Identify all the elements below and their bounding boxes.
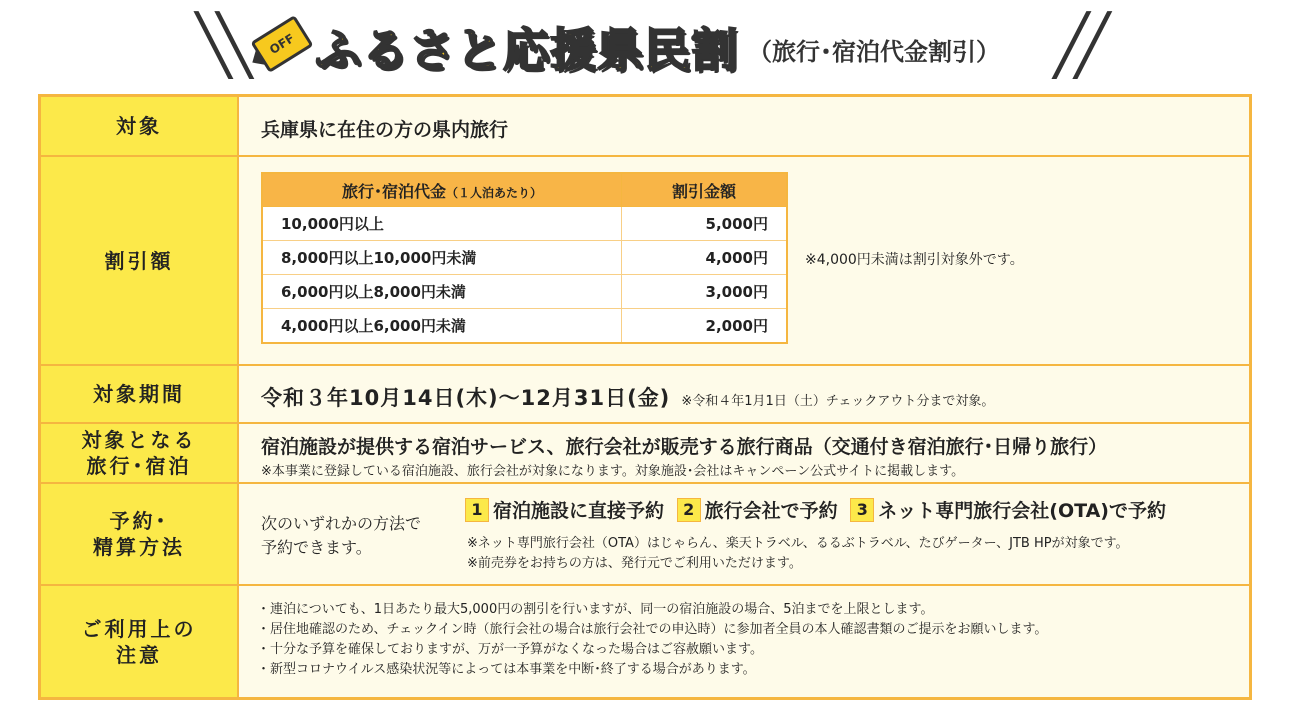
- booking-method-label: ネット専門旅行会社(OTA)で予約: [878, 500, 1166, 522]
- period-line: [261, 382, 994, 412]
- booking-method-2: [677, 500, 838, 522]
- booking-methods: [465, 496, 1166, 523]
- target-text: 兵庫県に在住の方の県内旅行: [261, 119, 509, 141]
- row-value-target: [239, 97, 1249, 155]
- row-value-booking: [239, 484, 1249, 584]
- booking-method-label: 宿泊施設に直接予約: [493, 500, 665, 522]
- discount-header-price-note: （１人泊あたり）: [446, 185, 543, 200]
- row-label-discount: 割引額: [41, 157, 239, 364]
- table-row: [262, 275, 787, 309]
- decorative-slash-right: ╱╱: [1054, 11, 1096, 79]
- row-target: [41, 97, 1249, 157]
- list-item: ・居住地確認のため、チェックイン時（旅行会社の場合は旅行会社での申込時）に参加者全員の本人確認書類のご提示をお願いします。: [257, 622, 1048, 637]
- discount-price-cell: 4,000円以上6,000円未満: [262, 309, 622, 344]
- discount-price-cell: 8,000円以上10,000円未満: [262, 241, 622, 275]
- row-period: [41, 366, 1249, 424]
- discount-amount-cell: 5,000円: [622, 207, 788, 241]
- booking-notes: [467, 534, 1129, 574]
- off-tag-icon: [250, 15, 313, 73]
- discount-header-amount: 割引金額: [622, 173, 788, 207]
- method-number-badge: 1: [465, 498, 489, 522]
- booking-note: ※ネット専門旅行会社（OTA）はじゃらん、楽天トラベル、るるぶトラベル、たびゲーター、JTB HPが対象です。: [467, 536, 1129, 551]
- method-number-badge: 3: [850, 498, 874, 522]
- discount-table: [261, 172, 788, 344]
- table-row: [262, 241, 787, 275]
- period-text: 令和３年10月14日(木)～12月31日(金): [261, 386, 671, 410]
- discount-amount-cell: 4,000円: [622, 241, 788, 275]
- row-label-booking: 予約･ 精算方法: [41, 484, 239, 584]
- page-title: ふるさと応援県民割: [315, 23, 738, 77]
- decorative-slash-left: ╲╲: [196, 11, 238, 79]
- row-value-period: [239, 366, 1249, 422]
- row-value-discount: [239, 157, 1249, 364]
- booking-method-3: [850, 500, 1166, 522]
- booking-note: ※前売券をお持ちの方は、発行元でご利用いただけます。: [467, 556, 802, 571]
- row-label-target: 対象: [41, 97, 239, 155]
- row-label-caution: ご利用上の 注意: [41, 586, 239, 697]
- discount-amount-cell: 2,000円: [622, 309, 788, 344]
- booking-intro: 次のいずれかの方法で 予約できます。: [261, 514, 422, 557]
- row-caution: [41, 586, 1249, 697]
- travel-text: 宿泊施設が提供する宿泊サービス、旅行会社が販売する旅行商品（交通付き宿泊旅行･日帰り旅行）: [261, 436, 1108, 458]
- table-row: [262, 207, 787, 241]
- list-item: ・連泊についても、1日あたり最大5,000円の割引を行いますが、同一の宿泊施設の場合、5泊までを上限とします。: [257, 602, 934, 617]
- row-discount: [41, 157, 1249, 366]
- discount-header-price-label: 旅行･宿泊代金: [341, 181, 446, 201]
- page-header: [0, 0, 1300, 86]
- period-note: ※令和４年1月1日（土）チェックアウト分まで対象。: [681, 394, 995, 409]
- booking-method-1: [465, 500, 664, 522]
- discount-price-cell: 6,000円以上8,000円未満: [262, 275, 622, 309]
- discount-table-header: [262, 173, 787, 207]
- row-label-travel: 対象となる 旅行･宿泊: [41, 424, 239, 482]
- list-item: ・十分な予算を確保しておりますが、万が一予算がなくなった場合はご容赦願います。: [257, 642, 763, 657]
- off-tag-label: OFF: [267, 31, 297, 57]
- method-number-badge: 2: [677, 498, 701, 522]
- caution-list: [257, 600, 1047, 680]
- row-booking: [41, 484, 1249, 586]
- row-value-caution: [239, 586, 1249, 697]
- list-item: ・新型コロナウイルス感染状況等によっては本事業を中断･終了する場合があります。: [257, 662, 756, 677]
- booking-method-label: 旅行会社で予約: [704, 500, 838, 522]
- page-subtitle: （旅行･宿泊代金割引）: [748, 38, 1000, 66]
- row-travel: [41, 424, 1249, 484]
- row-label-period: 対象期間: [41, 366, 239, 422]
- row-value-travel: [239, 424, 1249, 482]
- discount-header-price: [262, 173, 622, 207]
- travel-note: ※本事業に登録している宿泊施設、旅行会社が対象になります。対象施設･会社はキャンペーン公式サイトに掲載します。: [261, 464, 965, 479]
- discount-amount-cell: 3,000円: [622, 275, 788, 309]
- campaign-info-table: [38, 94, 1252, 700]
- discount-note: ※4,000円未満は割引対象外です。: [805, 252, 1024, 268]
- table-row: [262, 309, 787, 344]
- discount-price-cell: 10,000円以上: [262, 207, 622, 241]
